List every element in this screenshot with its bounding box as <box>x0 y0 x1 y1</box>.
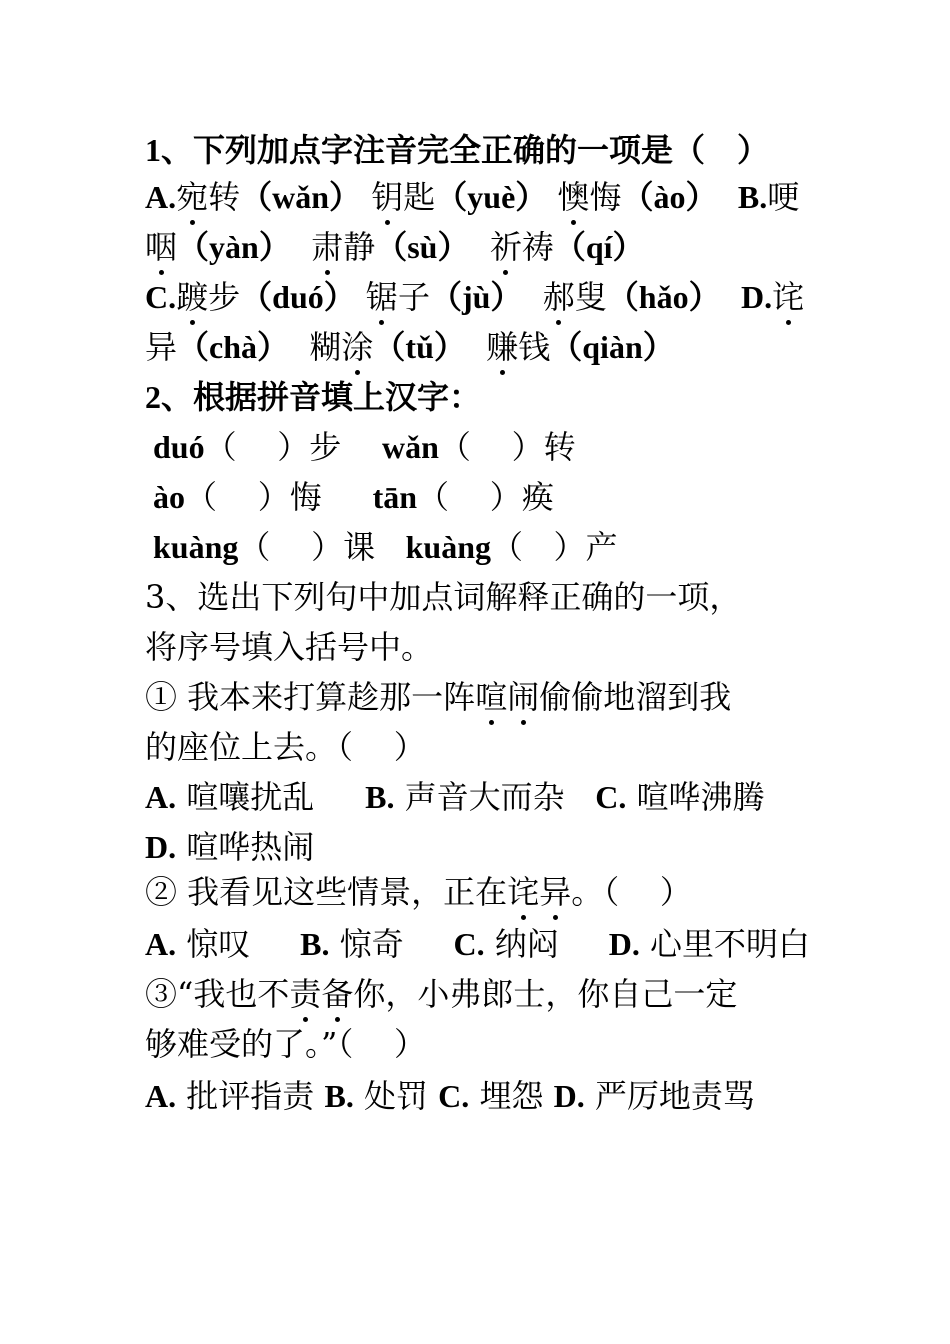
q3-item1-dotted-2: 闹 <box>507 672 539 722</box>
q3-item1-sentence-line-1: ① 我本来打算趁那一阵喧闹偷偷地溜到我 <box>145 672 810 722</box>
q2-stem: 2、根据拼音填上汉字： <box>145 379 482 415</box>
q3-stem-line-2: 将序号填入括号中。 <box>145 628 434 666</box>
q2-row-1: duó（ ）步 wǎn（ ）转 <box>153 428 576 466</box>
q3-item1-option-d: D. 喧哗热闹 <box>145 828 315 866</box>
q3-item1-dotted-1: 喧 <box>475 672 507 722</box>
q3-item2-options: A. 惊叹 B. 惊奇 C. 纳闷 D. 心里不明白 <box>145 925 810 963</box>
q3-item2-dotted-2: 异 <box>539 867 571 917</box>
q3-item3-options: A. 批评指责 B. 处罚 C. 埋怨 D. 严厉地责骂 <box>145 1077 755 1115</box>
q1-line-4: 异（chà） 糊涂（tǔ） 赚钱（qiàn） <box>145 322 810 372</box>
q1-d1-dotted-char: 诧 <box>772 272 804 322</box>
q3-item3-sentence-line-1: ③“我也不责备你，小弗郎士，你自己一定 <box>145 969 810 1019</box>
q1-line-3: C.踱步（duó） 锯子（jù） 郝叟（hǎo） D.诧 <box>145 272 810 322</box>
q3-item1-options: A. 喧嚷扰乱 B. 声音大而杂 C. 喧哗沸腾 <box>145 778 765 816</box>
q2-row-3: kuàng（ ）课 kuàng（ ）产 <box>153 528 618 566</box>
q1-b3-dotted-char: 祈 <box>490 222 522 272</box>
q1-d3-dotted-char: 赚 <box>486 322 518 372</box>
q3-item2-dotted-1: 诧 <box>507 867 539 917</box>
q3-item1-sentence-line-2: 的座位上去。（ ） <box>145 728 426 766</box>
q3-item3-dotted-1: 责 <box>289 969 321 1019</box>
q1-c2-dotted-char: 锯 <box>366 272 398 322</box>
q1-c3-dotted-char: 郝 <box>543 272 575 322</box>
q1-a2-dotted-char: 钥 <box>371 172 403 222</box>
q1-c1-dotted-char: 踱 <box>176 272 208 322</box>
q1-a3-dotted-char: 懊 <box>557 172 589 222</box>
q1-b2-dotted-char: 肃 <box>311 222 343 272</box>
q1-stem: 1、下列加点字注音完全正确的一项是（ ） <box>145 132 770 168</box>
q1-a1-dotted-char: 宛 <box>176 172 208 222</box>
q3-item3-sentence-line-2: 够难受的了。”（ ） <box>145 1025 427 1063</box>
q1-d2-dotted-char: 涂 <box>341 322 373 372</box>
q1-b1-dotted-char: 咽 <box>145 222 177 272</box>
q3-item2-sentence: ② 我看见这些情景，正在诧异。（ ） <box>145 867 810 917</box>
q1-line-1: A.宛转（wǎn） 钥匙（yuè） 懊悔（ào） B.哽 <box>145 172 810 222</box>
q2-row-2: ào（ ）悔 tān（ ）痪 <box>153 478 554 516</box>
q1-line-2: 咽（yàn） 肃静（sù） 祈祷（qí） <box>145 222 810 272</box>
q3-item3-dotted-2: 备 <box>321 969 353 1019</box>
q3-stem-line-1: 3、选出下列句中加点词解释正确的一项， <box>145 578 742 616</box>
